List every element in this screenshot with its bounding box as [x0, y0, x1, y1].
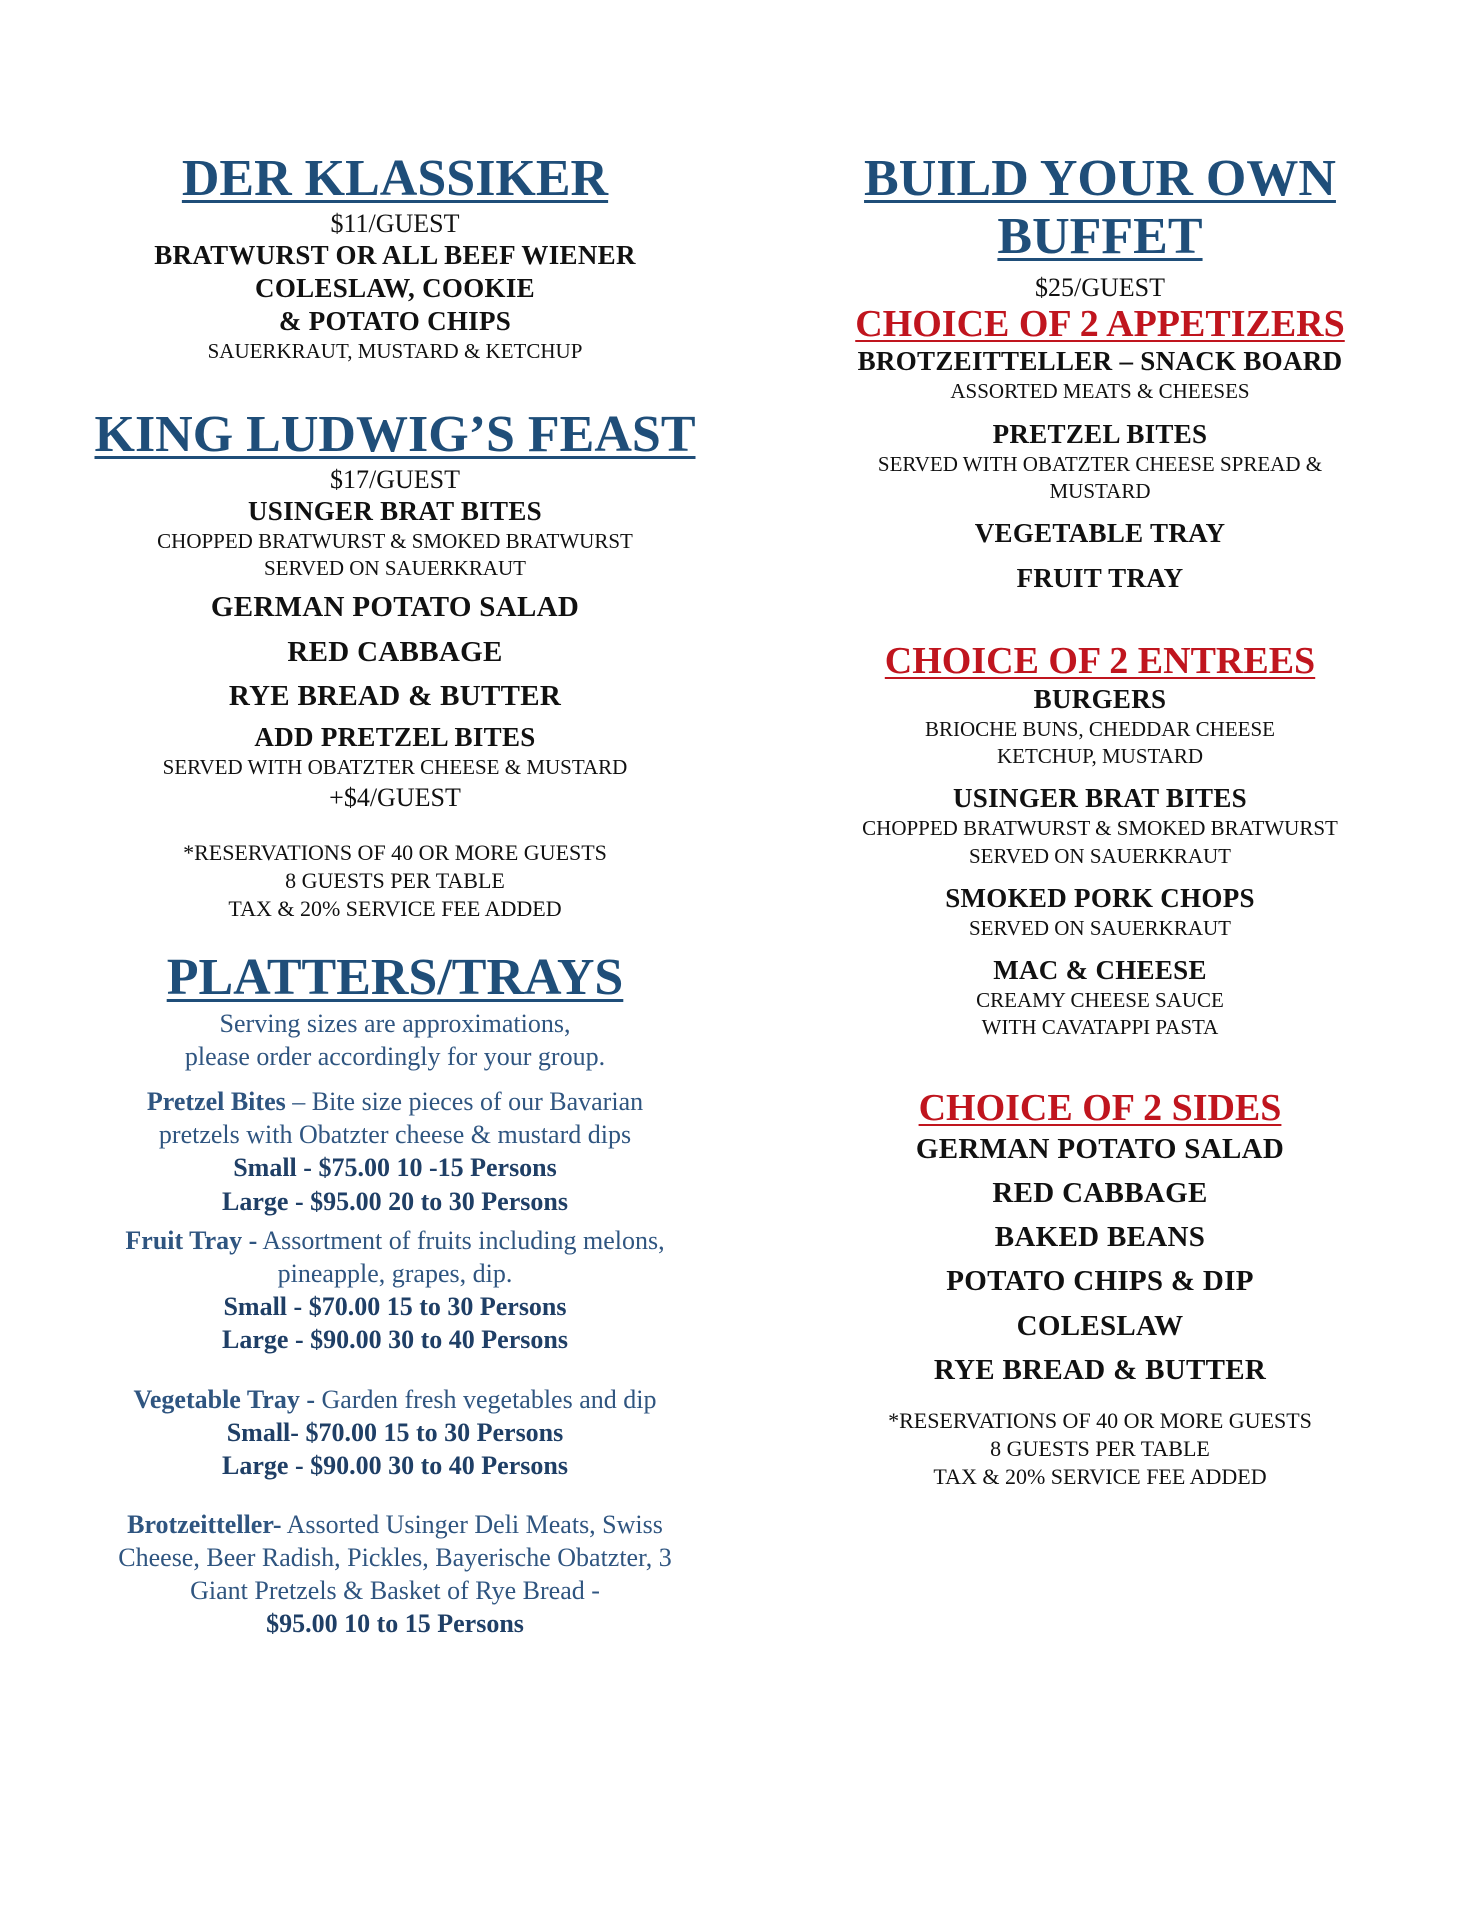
platter-pretzel-bites	[80, 1085, 710, 1218]
side-item: BAKED BEANS	[994, 1221, 1206, 1254]
buffet-title: BUFFET	[997, 208, 1203, 266]
platters-title: PLATTERS/TRAYS	[166, 949, 624, 1007]
der-klassiker-item: & POTATO CHIPS	[278, 306, 512, 337]
platter-price: Small - $70.00 15 to 30 Persons	[223, 1292, 567, 1322]
platters-intro: please order accordingly for your group.	[184, 1042, 606, 1072]
side-item: COLESLAW	[1016, 1309, 1184, 1342]
menu-item-description: WITH CAVATAPPI PASTA	[981, 1015, 1219, 1040]
platter-description: Assortment of fruits including melons,	[257, 1226, 665, 1255]
platter-description: pretzels with Obatzter cheese & mustard dips	[158, 1120, 632, 1150]
buffet-price: $25/GUEST	[1035, 273, 1165, 303]
platter-description: Garden fresh vegetables and dip	[315, 1384, 657, 1414]
menu-item-title: MAC & CHEESE	[993, 955, 1207, 986]
menu-item-title: BROTZEITTELLER – SNACK BOARD	[857, 346, 1343, 377]
menu-item-description: CREAMY CHEESE SAUCE	[976, 988, 1224, 1013]
appetizers-title: CHOICE OF 2 APPETIZERS	[855, 302, 1345, 345]
sides-section	[790, 1088, 1410, 1389]
menu-item-title: BURGERS	[1033, 683, 1167, 714]
menu-item-title: GERMAN POTATO SALAD	[210, 591, 580, 624]
right-column	[790, 150, 1410, 1492]
buffet-title: BUILD YOUR OWN	[864, 150, 1336, 207]
menu-item-description: CHOPPED BRATWURST & SMOKED BRATWURST	[862, 816, 1338, 841]
der-klassiker-price: $11/GUEST	[330, 209, 460, 239]
menu-item-description: ASSORTED MEATS & CHEESES	[950, 379, 1250, 404]
menu-item-title: VEGETABLE TRAY	[974, 518, 1226, 549]
king-ludwig-section	[80, 406, 710, 813]
side-item: POTATO CHIPS & DIP	[946, 1265, 1254, 1298]
platter-price: Small - $75.00 10 -15 Persons	[233, 1153, 557, 1183]
add-on-title: ADD PRETZEL BITES	[254, 722, 536, 753]
platter-name: Pretzel Bites	[146, 1087, 286, 1117]
menu-item-title: USINGER BRAT BITES	[247, 495, 542, 526]
add-on-price: +$4/GUEST	[329, 782, 461, 812]
menu-item-description: KETCHUP, MUSTARD	[996, 744, 1203, 769]
menu-item-description: SERVED ON SAUERKRAUT	[969, 843, 1231, 868]
menu-item-title: RED CABBAGE	[287, 635, 503, 668]
add-on-description: SERVED WITH OBATZTER CHEESE & MUSTARD	[162, 755, 628, 780]
platter-price: Small- $70.00 15 to 30 Persons	[226, 1417, 564, 1447]
platter-vegetable-tray	[80, 1383, 710, 1483]
menu-item-description: BRIOCHE BUNS, CHEDDAR CHEESE	[924, 716, 1276, 741]
menu-item-title: RYE BREAD & BUTTER	[228, 680, 562, 713]
menu-item-title: USINGER BRAT BITES	[952, 783, 1247, 814]
reservation-note: TAX & 20% SERVICE FEE ADDED	[933, 1464, 1267, 1490]
buffet-reservation-notes	[790, 1407, 1410, 1491]
der-klassiker-section	[80, 150, 710, 366]
reservation-note: 8 GUESTS PER TABLE	[285, 867, 505, 893]
reservation-note: 8 GUESTS PER TABLE	[990, 1436, 1210, 1462]
platter-description: Giant Pretzels & Basket of Rye Bread -	[190, 1576, 600, 1606]
platters-section	[80, 949, 710, 1640]
platter-fruit-tray	[80, 1224, 710, 1357]
menu-item-description: SERVED WITH OBATZTER CHEESE SPREAD &	[877, 451, 1323, 476]
sides-title: CHOICE OF 2 SIDES	[918, 1086, 1282, 1129]
platter-price: Large - $95.00 20 to 30 Persons	[222, 1186, 568, 1216]
der-klassiker-title: DER KLASSIKER	[181, 150, 609, 207]
platter-description: Assorted Usinger Deli Meats, Swiss	[281, 1510, 663, 1540]
der-klassiker-condiments: SAUERKRAUT, MUSTARD & KETCHUP	[207, 339, 583, 364]
left-column	[80, 150, 710, 1640]
der-klassiker-item: BRATWURST OR ALL BEEF WIENER	[154, 240, 636, 271]
platter-description: – Bite size pieces of our Bavarian	[285, 1087, 644, 1117]
side-item: RYE BREAD & BUTTER	[933, 1353, 1267, 1386]
platter-description: Cheese, Beer Radish, Pickles, Bayerische Obatzter, 3	[118, 1543, 672, 1573]
menu-item-description: SERVED ON SAUERKRAUT	[969, 915, 1231, 940]
platters-intro: Serving sizes are approximations,	[219, 1009, 571, 1039]
menu-item-title: SMOKED PORK CHOPS	[945, 882, 1255, 913]
platter-price: Large - $90.00 30 to 40 Persons	[222, 1450, 568, 1480]
der-klassiker-item: COLESLAW, COOKIE	[255, 273, 535, 304]
reservation-note: TAX & 20% SERVICE FEE ADDED	[228, 896, 562, 922]
build-your-own-buffet-section	[790, 150, 1410, 304]
side-item: GERMAN POTATO SALAD	[915, 1132, 1285, 1165]
entrees-title: CHOICE OF 2 ENTREES	[884, 640, 1316, 683]
entrees-section	[790, 641, 1410, 1042]
menu-item-description: MUSTARD	[1049, 478, 1151, 503]
platter-name: Brotzeitteller-	[127, 1510, 282, 1540]
king-ludwig-price: $17/GUEST	[330, 464, 460, 494]
menu-item-description: CHOPPED BRATWURST & SMOKED BRATWURST	[157, 528, 633, 553]
menu-item-description: SERVED ON SAUERKRAUT	[264, 556, 526, 581]
appetizers-section	[790, 304, 1410, 595]
reservation-note: *RESERVATIONS OF 40 OR MORE GUESTS	[888, 1408, 1312, 1434]
reservation-note: *RESERVATIONS OF 40 OR MORE GUESTS	[183, 839, 607, 865]
platter-description: pineapple, grapes, dip.	[277, 1259, 513, 1289]
menu-item-title: FRUIT TRAY	[1016, 563, 1184, 594]
platter-price: $95.00 10 to 15 Persons	[266, 1609, 524, 1639]
platter-price: Large - $90.00 30 to 40 Persons	[222, 1325, 568, 1355]
menu-item-title: PRETZEL BITES	[992, 418, 1208, 449]
king-ludwig-title: KING LUDWIG’S FEAST	[94, 405, 696, 463]
platter-name: Fruit Tray -	[125, 1226, 258, 1255]
platter-name: Vegetable Tray -	[133, 1384, 315, 1414]
reservation-notes	[80, 839, 710, 923]
platter-brotzeitteller	[80, 1508, 710, 1640]
side-item: RED CABBAGE	[992, 1176, 1208, 1209]
